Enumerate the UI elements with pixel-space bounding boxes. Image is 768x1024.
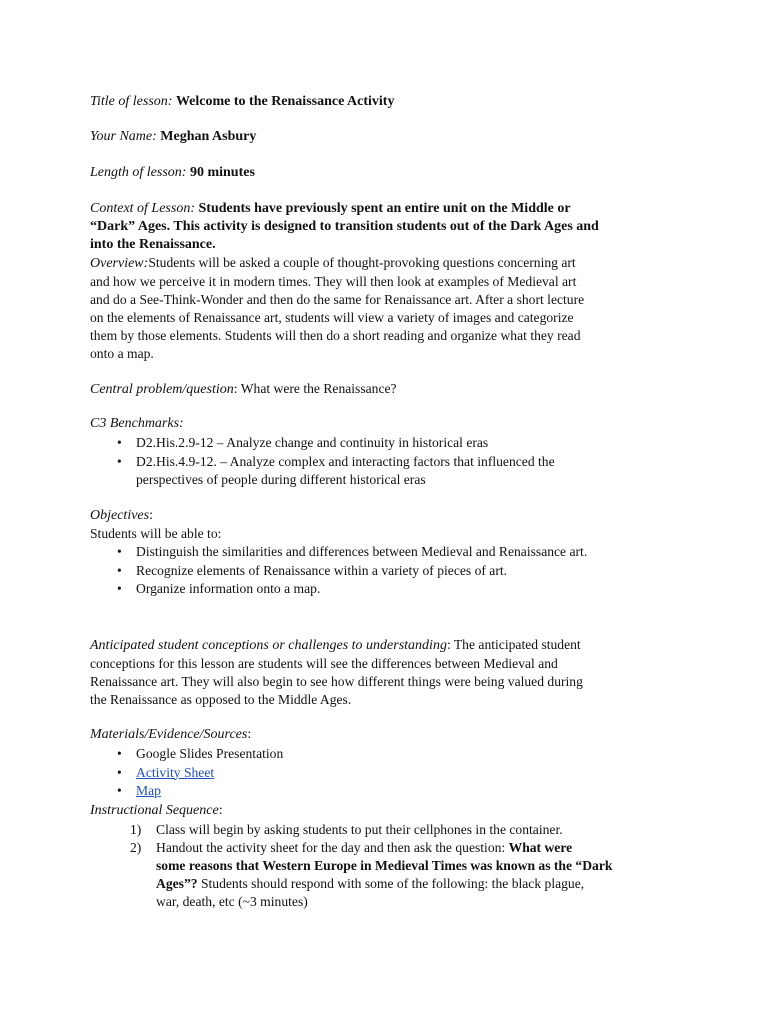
materials-section: Materials/Evidence/Sources: • Google Slides Presentation • Activity Sheet • Map (90, 726, 680, 801)
objectives-intro: Students will be able to: (90, 526, 222, 541)
lesson-title-line (90, 93, 680, 111)
anticipated-text-line: conceptions for this lesson are students will see the differences between Medieval and (90, 656, 558, 671)
central-question-label: Central problem/question (90, 382, 234, 397)
step-text: Class will begin by asking students to put their cellphones in the container. (156, 822, 563, 837)
benchmarks-label: C3 Benchmarks: (90, 416, 184, 431)
author-name-value: Meghan Asbury (160, 129, 257, 144)
activity-sheet-link[interactable]: Activity Sheet (136, 764, 215, 780)
anticipated-text-line: the Renaissance as opposed to the Middle Ages. (90, 692, 352, 707)
lesson-length-label: Length of lesson: (90, 165, 187, 180)
map-link[interactable]: Map (136, 783, 161, 798)
list-item (90, 745, 680, 764)
list-item: • D2.His.4.9-12. – Analyze complex and interacting factors that influenced the perspectives of people during different historical eras (90, 453, 680, 490)
list-item: • Recognize elements of Renaissance within a variety of pieces of art. (90, 562, 680, 581)
anticipated-text-line: Renaissance art. They will also begin to see how different things were being valued during (90, 674, 583, 689)
materials-list (90, 745, 680, 801)
overview-text-line: on the elements of Renaissance art, students will view a variety of images and categorize (90, 310, 574, 325)
central-question-line (90, 380, 680, 399)
lesson-title-value: Welcome to the Renaissance Activity (175, 94, 395, 109)
list-item (90, 764, 680, 783)
list-item: 2) Handout the activity sheet for the day and then ask the question: What were some reasons that Western Europe in Medieval Times was known as the “Dark Ages”? Students should respond with some of the following: the black plague, war, death, etc (~3 minutes) (130, 840, 613, 909)
list-item (90, 782, 680, 801)
overview-text-line: onto a map. (90, 346, 154, 361)
overview-label: Overview: (90, 256, 149, 271)
list-item (90, 821, 680, 839)
materials-item-slides: Google Slides Presentation (136, 746, 284, 761)
objectives-list (90, 543, 680, 599)
materials-label: Materials/Evidence/Sources (90, 727, 248, 742)
list-item: • Distinguish the similarities and differences between Medieval and Renaissance art. (90, 543, 680, 562)
step-number: 1) (130, 822, 142, 837)
context-text-line: Students have previously spent an entire unit on the Middle or (198, 201, 571, 216)
central-question-value: : What were the Renaissance? (233, 381, 397, 396)
objectives-section: Objectives: Students will be able to: • Distinguish the similarities and differences between Medieval and Renaissance art. • Recognize elements of Renaissance within a variety of pieces of art. • Organize information onto a map. (90, 507, 680, 599)
overview-section (90, 254, 680, 363)
list-item: • Organize information onto a map. (90, 580, 680, 599)
author-name-label: Your Name: (90, 129, 157, 144)
context-text-line: into the Renaissance. (90, 237, 216, 252)
context-text-line: “Dark” Ages. This activity is designed to transition students out of the Dark Ages and (90, 219, 599, 234)
lesson-length-value: 90 minutes (189, 165, 255, 180)
context-label: Context of Lesson: (90, 201, 195, 216)
lesson-length-line (90, 164, 680, 182)
sequence-section: Instructional Sequence: 1) Class will begin by asking students to put their cellphones in the container. 2) Handout the activity sheet for the day and then ask the question: What were some reasons that Western Europe in Medieval Times was known as the “Dark Ages”? Students should respond with some of the following: the black plague, war, death, etc (~3 minutes) (90, 802, 680, 911)
overview-text-line: them by those elements. Students will then do a short reading and organize what they read (90, 328, 581, 343)
list-item: • D2.His.2.9-12 – Analyze change and continuity in historical eras (90, 434, 680, 453)
overview-text-line: Students will be asked a couple of thought-provoking questions concerning art (148, 255, 576, 270)
step-number: 2) (130, 840, 142, 855)
lesson-title-label: Title of lesson: (90, 94, 173, 109)
benchmarks-section (90, 415, 680, 490)
overview-text-line: and do a See-Think-Wonder and then do the same for Renaissance art. After a short lecture (90, 292, 585, 307)
sequence-list (90, 821, 680, 911)
overview-text-line: and how we perceive it in modern times. They will then look at examples of Medieval art (90, 274, 577, 289)
anticipated-section: Anticipated student conceptions or challenges to understanding: The anticipated student conceptions for this lesson are students will see the differences between Medieval and Renaissance art. They will also begin to see how different things were being valued during the Renaissance as opposed to the Middle Ages. (90, 636, 680, 709)
benchmarks-list (90, 434, 680, 490)
author-name-line (90, 128, 680, 146)
anticipated-label: Anticipated student conceptions or challenges to understanding (90, 638, 447, 653)
context-section (90, 200, 680, 254)
objectives-label: Objectives (90, 508, 150, 523)
sequence-label: Instructional Sequence (90, 803, 219, 818)
